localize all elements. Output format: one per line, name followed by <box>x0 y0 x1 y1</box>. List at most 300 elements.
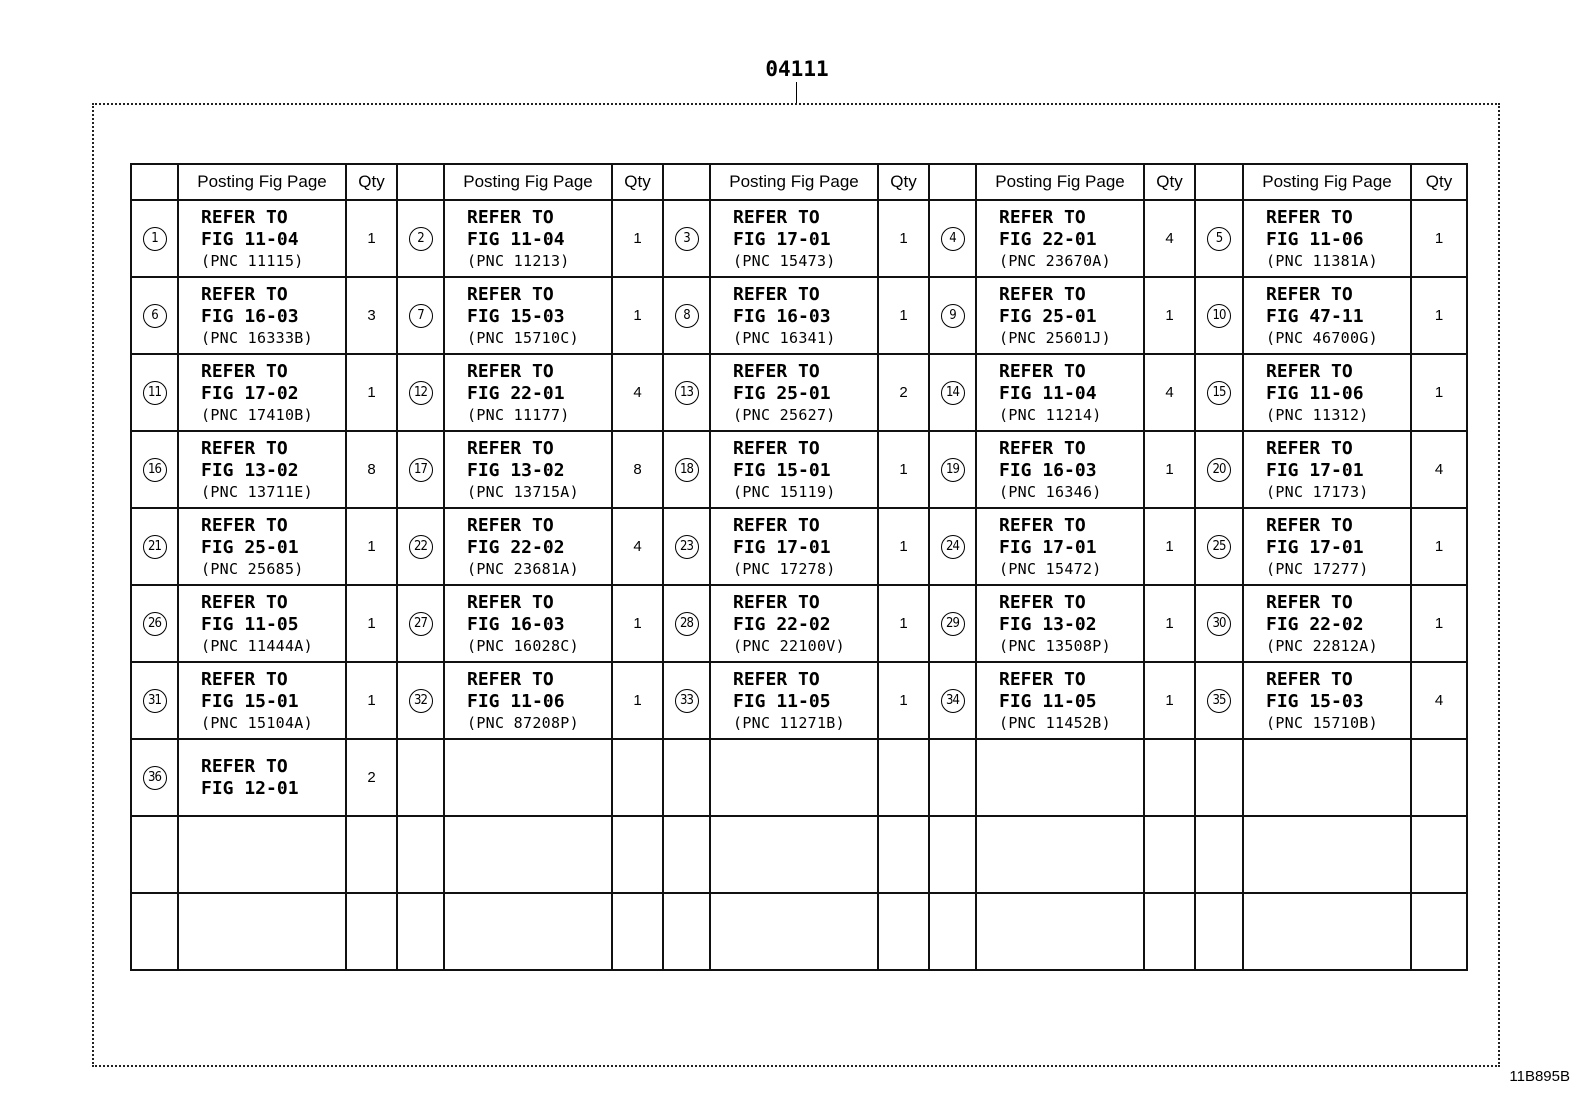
posting-fig-page-cell <box>1243 893 1411 970</box>
item-callout-number: 16 <box>143 458 167 482</box>
qty-cell <box>1411 816 1467 893</box>
posting-fig-page-cell <box>444 585 612 662</box>
refer-to-text: REFER TO <box>999 437 1086 459</box>
pnc-reference: (PNC 16346) <box>999 482 1102 501</box>
header-qty: Qty <box>878 164 929 200</box>
item-number-cell <box>663 508 710 585</box>
refer-to-text: REFER TO <box>999 283 1086 305</box>
item-number-cell <box>131 508 178 585</box>
pnc-reference: (PNC 11312) <box>1266 405 1369 424</box>
figure-reference[interactable]: FIG 12-01 <box>201 777 299 799</box>
refer-to-text: REFER TO <box>467 668 554 690</box>
item-number-cell <box>131 200 178 277</box>
item-number-cell <box>131 816 178 893</box>
pnc-reference: (PNC 16341) <box>733 328 836 347</box>
item-number-cell <box>1195 662 1243 739</box>
refer-to-text: REFER TO <box>1266 360 1353 382</box>
figure-reference[interactable]: FIG 13-02 <box>999 613 1097 635</box>
qty-cell <box>612 739 663 816</box>
qty-cell: 2 <box>346 739 397 816</box>
posting-fig-page-cell <box>444 354 612 431</box>
pnc-reference: (PNC 11444A) <box>201 636 313 655</box>
table-row <box>131 200 1467 277</box>
qty-cell: 4 <box>1144 200 1195 277</box>
posting-fig-page-cell <box>444 816 612 893</box>
refer-to-text: REFER TO <box>733 360 820 382</box>
qty-cell: 1 <box>1411 200 1467 277</box>
item-callout-number: 15 <box>1207 381 1231 405</box>
header-number-cell <box>1195 164 1243 200</box>
table-row <box>131 816 1467 893</box>
posting-fig-page-cell <box>1243 431 1411 508</box>
qty-cell: 1 <box>878 431 929 508</box>
refer-to-text: REFER TO <box>733 668 820 690</box>
item-callout-number: 31 <box>143 689 167 713</box>
table-row <box>131 893 1467 970</box>
figure-reference[interactable]: FIG 13-02 <box>201 459 299 481</box>
qty-cell: 1 <box>1144 277 1195 354</box>
header-posting-fig-page: Posting Fig Page <box>1243 164 1411 200</box>
refer-to-text: REFER TO <box>201 360 288 382</box>
figure-reference[interactable]: FIG 17-01 <box>1266 459 1364 481</box>
posting-fig-page-cell <box>1243 739 1411 816</box>
kit-number: 04111 <box>765 57 829 81</box>
qty-cell: 1 <box>1411 277 1467 354</box>
refer-to-text: REFER TO <box>733 591 820 613</box>
table-row <box>131 431 1467 508</box>
posting-fig-page-cell <box>444 508 612 585</box>
item-number-cell <box>929 200 976 277</box>
item-callout-number: 33 <box>675 689 699 713</box>
figure-reference[interactable]: FIG 11-05 <box>733 690 831 712</box>
qty-cell: 1 <box>346 662 397 739</box>
item-number-cell <box>1195 739 1243 816</box>
refer-to-text: REFER TO <box>999 514 1086 536</box>
posting-fig-page-cell <box>1243 508 1411 585</box>
refer-to-text: REFER TO <box>1266 206 1353 228</box>
item-number-cell <box>397 431 444 508</box>
item-callout-number: 29 <box>941 612 965 636</box>
item-callout-number: 19 <box>941 458 965 482</box>
posting-fig-page-cell <box>976 739 1144 816</box>
posting-fig-page-cell <box>178 277 346 354</box>
qty-cell: 1 <box>346 508 397 585</box>
posting-fig-page-cell <box>710 508 878 585</box>
pnc-reference: (PNC 15119) <box>733 482 836 501</box>
item-callout-number: 17 <box>409 458 433 482</box>
item-number-cell <box>131 431 178 508</box>
item-callout-number: 5 <box>1207 227 1231 251</box>
refer-to-text: REFER TO <box>733 206 820 228</box>
pnc-reference: (PNC 17277) <box>1266 559 1369 578</box>
refer-to-text: REFER TO <box>201 437 288 459</box>
figure-reference[interactable]: FIG 11-06 <box>1266 382 1364 404</box>
qty-cell: 1 <box>1144 662 1195 739</box>
refer-to-text: REFER TO <box>467 437 554 459</box>
posting-fig-page-cell <box>710 200 878 277</box>
posting-fig-page-cell <box>178 431 346 508</box>
posting-fig-page-cell <box>178 354 346 431</box>
posting-fig-page-cell <box>710 739 878 816</box>
table-row <box>131 508 1467 585</box>
qty-cell: 1 <box>878 662 929 739</box>
item-callout-number: 14 <box>941 381 965 405</box>
item-number-cell <box>929 431 976 508</box>
item-number-cell <box>663 893 710 970</box>
table-row <box>131 739 1467 816</box>
refer-to-text: REFER TO <box>201 668 288 690</box>
item-number-cell <box>929 585 976 662</box>
table-row <box>131 585 1467 662</box>
qty-cell <box>878 739 929 816</box>
figure-reference[interactable]: FIG 11-04 <box>999 382 1097 404</box>
item-callout-number: 7 <box>409 304 433 328</box>
qty-cell <box>612 816 663 893</box>
illustration-code: 11B895B <box>1509 1068 1570 1085</box>
figure-reference[interactable]: FIG 16-03 <box>467 613 565 635</box>
qty-cell: 1 <box>1144 585 1195 662</box>
posting-fig-page-cell <box>178 585 346 662</box>
qty-cell: 1 <box>346 354 397 431</box>
qty-cell: 1 <box>612 662 663 739</box>
qty-cell: 4 <box>1411 662 1467 739</box>
item-number-cell <box>663 585 710 662</box>
item-callout-number: 36 <box>143 766 167 790</box>
posting-fig-page-cell <box>976 508 1144 585</box>
item-callout-number: 35 <box>1207 689 1231 713</box>
posting-fig-page-cell <box>178 200 346 277</box>
pnc-reference: (PNC 25601J) <box>999 328 1111 347</box>
figure-reference[interactable]: FIG 11-04 <box>201 228 299 250</box>
posting-fig-page-cell <box>976 200 1144 277</box>
refer-to-text: REFER TO <box>201 514 288 536</box>
posting-fig-page-cell <box>1243 816 1411 893</box>
item-number-cell <box>1195 508 1243 585</box>
posting-fig-page-cell <box>710 431 878 508</box>
figure-reference[interactable]: FIG 11-06 <box>1266 228 1364 250</box>
item-callout-number: 18 <box>675 458 699 482</box>
figure-reference[interactable]: FIG 17-01 <box>733 228 831 250</box>
qty-cell: 1 <box>1411 585 1467 662</box>
figure-reference[interactable]: FIG 11-05 <box>201 613 299 635</box>
posting-fig-page-cell <box>1243 585 1411 662</box>
pnc-reference: (PNC 23670A) <box>999 251 1111 270</box>
posting-fig-page-cell <box>976 277 1144 354</box>
item-number-cell <box>1195 354 1243 431</box>
figure-reference[interactable]: FIG 22-02 <box>467 536 565 558</box>
item-number-cell <box>131 585 178 662</box>
header-qty: Qty <box>612 164 663 200</box>
item-number-cell <box>397 893 444 970</box>
table-row <box>131 277 1467 354</box>
figure-reference[interactable]: FIG 17-01 <box>733 536 831 558</box>
item-number-cell <box>1195 893 1243 970</box>
figure-reference[interactable]: FIG 16-03 <box>733 305 831 327</box>
pnc-reference: (PNC 11452B) <box>999 713 1111 732</box>
item-callout-number: 4 <box>941 227 965 251</box>
qty-cell: 8 <box>612 431 663 508</box>
item-number-cell <box>663 816 710 893</box>
figure-reference[interactable]: FIG 22-01 <box>999 228 1097 250</box>
refer-to-text: REFER TO <box>1266 437 1353 459</box>
item-callout-number: 21 <box>143 535 167 559</box>
pnc-reference: (PNC 15710C) <box>467 328 579 347</box>
qty-cell <box>1411 893 1467 970</box>
posting-fig-page-cell <box>976 431 1144 508</box>
qty-cell: 1 <box>878 585 929 662</box>
posting-fig-page-cell <box>1243 277 1411 354</box>
posting-fig-page-cell <box>444 277 612 354</box>
qty-cell: 1 <box>612 277 663 354</box>
item-callout-number: 32 <box>409 689 433 713</box>
posting-fig-page-cell <box>178 508 346 585</box>
pnc-reference: (PNC 15104A) <box>201 713 313 732</box>
pnc-reference: (PNC 22100V) <box>733 636 845 655</box>
qty-cell: 4 <box>612 354 663 431</box>
figure-reference[interactable]: FIG 25-01 <box>201 536 299 558</box>
refer-to-text: REFER TO <box>1266 591 1353 613</box>
item-number-cell <box>663 662 710 739</box>
item-callout-number: 10 <box>1207 304 1231 328</box>
figure-reference[interactable]: FIG 11-05 <box>999 690 1097 712</box>
item-number-cell <box>1195 277 1243 354</box>
pnc-reference: (PNC 11177) <box>467 405 570 424</box>
refer-to-text: REFER TO <box>1266 514 1353 536</box>
item-callout-number: 25 <box>1207 535 1231 559</box>
item-number-cell <box>131 354 178 431</box>
item-callout-number: 2 <box>409 227 433 251</box>
posting-fig-page-cell <box>444 200 612 277</box>
qty-cell <box>1144 739 1195 816</box>
refer-to-text: REFER TO <box>201 755 288 777</box>
figure-reference[interactable]: FIG 15-03 <box>467 305 565 327</box>
figure-reference[interactable]: FIG 25-01 <box>999 305 1097 327</box>
pnc-reference: (PNC 25685) <box>201 559 304 578</box>
figure-reference[interactable]: FIG 22-02 <box>733 613 831 635</box>
qty-cell <box>878 893 929 970</box>
pnc-reference: (PNC 15473) <box>733 251 836 270</box>
pnc-reference: (PNC 11213) <box>467 251 570 270</box>
item-number-cell <box>929 354 976 431</box>
figure-reference[interactable]: FIG 15-01 <box>733 459 831 481</box>
figure-reference[interactable]: FIG 15-03 <box>1266 690 1364 712</box>
posting-fig-page-cell <box>710 277 878 354</box>
posting-fig-page-cell <box>178 816 346 893</box>
qty-cell <box>1144 816 1195 893</box>
refer-to-text: REFER TO <box>201 591 288 613</box>
item-callout-number: 30 <box>1207 612 1231 636</box>
header-qty: Qty <box>346 164 397 200</box>
posting-fig-page-cell <box>178 893 346 970</box>
item-number-cell <box>397 508 444 585</box>
qty-cell: 4 <box>1144 354 1195 431</box>
posting-fig-page-cell <box>444 431 612 508</box>
qty-cell <box>1144 893 1195 970</box>
qty-cell: 1 <box>878 508 929 585</box>
item-callout-number: 8 <box>675 304 699 328</box>
item-callout-number: 6 <box>143 304 167 328</box>
item-number-cell <box>397 816 444 893</box>
item-number-cell <box>397 200 444 277</box>
posting-fig-page-cell <box>976 354 1144 431</box>
item-callout-number: 9 <box>941 304 965 328</box>
figure-reference[interactable]: FIG 13-02 <box>467 459 565 481</box>
pnc-reference: (PNC 25627) <box>733 405 836 424</box>
pnc-reference: (PNC 23681A) <box>467 559 579 578</box>
pnc-reference: (PNC 13711E) <box>201 482 313 501</box>
item-callout-number: 23 <box>675 535 699 559</box>
pnc-reference: (PNC 17173) <box>1266 482 1369 501</box>
refer-to-text: REFER TO <box>467 360 554 382</box>
header-posting-fig-page: Posting Fig Page <box>710 164 878 200</box>
item-number-cell <box>1195 431 1243 508</box>
item-number-cell <box>131 277 178 354</box>
figure-reference[interactable]: FIG 16-03 <box>999 459 1097 481</box>
pnc-reference: (PNC 87208P) <box>467 713 579 732</box>
pnc-reference: (PNC 16333B) <box>201 328 313 347</box>
qty-cell <box>346 893 397 970</box>
pnc-reference: (PNC 15710B) <box>1266 713 1378 732</box>
pnc-reference: (PNC 13508P) <box>999 636 1111 655</box>
refer-to-text: REFER TO <box>467 591 554 613</box>
item-callout-number: 34 <box>941 689 965 713</box>
qty-cell: 1 <box>1411 354 1467 431</box>
qty-cell: 8 <box>346 431 397 508</box>
figure-reference[interactable]: FIG 47-11 <box>1266 305 1364 327</box>
table-row <box>131 354 1467 431</box>
refer-to-text: REFER TO <box>999 591 1086 613</box>
refer-to-text: REFER TO <box>467 206 554 228</box>
refer-to-text: REFER TO <box>999 360 1086 382</box>
qty-cell <box>612 893 663 970</box>
item-number-cell <box>929 816 976 893</box>
qty-cell: 1 <box>1144 508 1195 585</box>
posting-fig-page-cell <box>444 739 612 816</box>
item-callout-number: 22 <box>409 535 433 559</box>
figure-reference[interactable]: FIG 22-02 <box>1266 613 1364 635</box>
posting-fig-page-cell <box>976 662 1144 739</box>
item-number-cell <box>663 277 710 354</box>
posting-fig-page-cell <box>710 354 878 431</box>
figure-reference[interactable]: FIG 17-01 <box>999 536 1097 558</box>
figure-reference[interactable]: FIG 22-01 <box>467 382 565 404</box>
item-callout-number: 28 <box>675 612 699 636</box>
posting-fig-page-cell <box>710 585 878 662</box>
posting-fig-page-cell <box>710 662 878 739</box>
pnc-reference: (PNC 16028C) <box>467 636 579 655</box>
qty-cell: 1 <box>346 200 397 277</box>
qty-cell <box>346 816 397 893</box>
pnc-reference: (PNC 22812A) <box>1266 636 1378 655</box>
item-callout-number: 20 <box>1207 458 1231 482</box>
item-number-cell <box>397 739 444 816</box>
refer-to-text: REFER TO <box>467 514 554 536</box>
item-number-cell <box>131 739 178 816</box>
figure-reference[interactable]: FIG 15-01 <box>201 690 299 712</box>
posting-fig-page-cell <box>444 893 612 970</box>
item-number-cell <box>131 893 178 970</box>
qty-cell <box>1411 739 1467 816</box>
qty-cell: 1 <box>1411 508 1467 585</box>
figure-reference[interactable]: FIG 11-04 <box>467 228 565 250</box>
item-number-cell <box>397 662 444 739</box>
item-callout-number: 12 <box>409 381 433 405</box>
refer-to-text: REFER TO <box>1266 668 1353 690</box>
posting-fig-page-cell <box>976 893 1144 970</box>
pnc-reference: (PNC 11115) <box>201 251 304 270</box>
figure-reference[interactable]: FIG 16-03 <box>201 305 299 327</box>
posting-fig-page-cell <box>444 662 612 739</box>
item-number-cell <box>663 739 710 816</box>
posting-fig-page-cell <box>1243 200 1411 277</box>
qty-cell: 1 <box>612 585 663 662</box>
item-number-cell <box>131 662 178 739</box>
table-header-row <box>131 164 1467 200</box>
item-number-cell <box>929 893 976 970</box>
item-number-cell <box>663 200 710 277</box>
pnc-reference: (PNC 15472) <box>999 559 1102 578</box>
qty-cell: 4 <box>612 508 663 585</box>
parts-reference-table <box>130 163 1468 971</box>
item-number-cell <box>397 585 444 662</box>
pnc-reference: (PNC 11271B) <box>733 713 845 732</box>
posting-fig-page-cell <box>1243 662 1411 739</box>
refer-to-text: REFER TO <box>999 668 1086 690</box>
pnc-reference: (PNC 17410B) <box>201 405 313 424</box>
header-posting-fig-page: Posting Fig Page <box>178 164 346 200</box>
posting-fig-page-cell <box>976 585 1144 662</box>
item-number-cell <box>663 354 710 431</box>
header-number-cell <box>397 164 444 200</box>
qty-cell: 2 <box>878 354 929 431</box>
figure-reference[interactable]: FIG 17-02 <box>201 382 299 404</box>
qty-cell: 1 <box>346 585 397 662</box>
pnc-reference: (PNC 17278) <box>733 559 836 578</box>
header-qty: Qty <box>1144 164 1195 200</box>
pnc-reference: (PNC 11381A) <box>1266 251 1378 270</box>
header-number-cell <box>663 164 710 200</box>
item-callout-number: 27 <box>409 612 433 636</box>
refer-to-text: REFER TO <box>201 283 288 305</box>
item-callout-number: 24 <box>941 535 965 559</box>
item-callout-number: 13 <box>675 381 699 405</box>
refer-to-text: REFER TO <box>1266 283 1353 305</box>
qty-cell: 3 <box>346 277 397 354</box>
figure-reference[interactable]: FIG 17-01 <box>1266 536 1364 558</box>
item-number-cell <box>1195 200 1243 277</box>
item-number-cell <box>663 431 710 508</box>
posting-fig-page-cell <box>1243 354 1411 431</box>
refer-to-text: REFER TO <box>467 283 554 305</box>
item-number-cell <box>929 277 976 354</box>
posting-fig-page-cell <box>178 739 346 816</box>
refer-to-text: REFER TO <box>733 437 820 459</box>
pnc-reference: (PNC 46700G) <box>1266 328 1378 347</box>
qty-cell: 1 <box>878 277 929 354</box>
qty-cell <box>878 816 929 893</box>
refer-to-text: REFER TO <box>999 206 1086 228</box>
refer-to-text: REFER TO <box>201 206 288 228</box>
kit-leader-line <box>796 82 797 103</box>
header-number-cell <box>929 164 976 200</box>
item-callout-number: 26 <box>143 612 167 636</box>
figure-reference[interactable]: FIG 25-01 <box>733 382 831 404</box>
refer-to-text: REFER TO <box>733 283 820 305</box>
figure-reference[interactable]: FIG 11-06 <box>467 690 565 712</box>
posting-fig-page-cell <box>976 816 1144 893</box>
header-posting-fig-page: Posting Fig Page <box>444 164 612 200</box>
posting-fig-page-cell <box>710 816 878 893</box>
